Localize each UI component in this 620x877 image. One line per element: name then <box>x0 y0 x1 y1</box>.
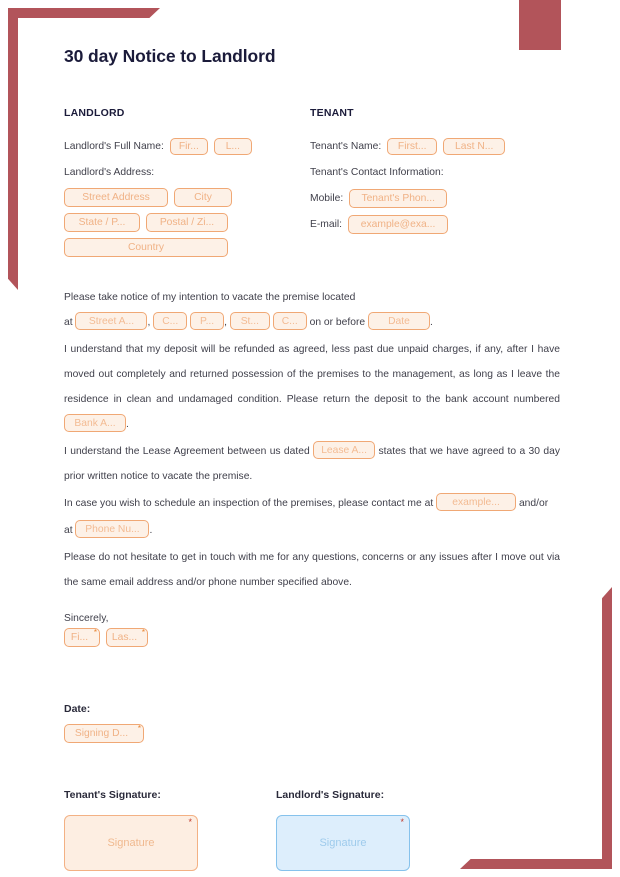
lease-prefix-text: I understand the Lease Agreement between us dated <box>64 446 310 457</box>
inspection-at-label: at <box>64 525 73 536</box>
deposit-period: . <box>126 419 129 430</box>
tenant-column <box>310 107 560 263</box>
tenant-contact-row <box>310 162 560 182</box>
bank-account-field[interactable]: Bank A... <box>64 414 126 432</box>
landlord-address-label: Landlord's Address: <box>64 166 155 178</box>
premise-postal-field[interactable]: St... <box>230 312 270 330</box>
signer-last-name-value: Las... <box>111 632 138 643</box>
tenant-name-row <box>310 136 560 156</box>
and-or-text: and/or <box>518 498 549 509</box>
tenant-signature-label: Tenant's Signature: <box>64 789 161 801</box>
notice-intro-text: Please take notice of my intention to vacate the premise located <box>64 292 356 303</box>
signer-first-name-value: Fi... <box>70 632 89 643</box>
inspection-phone-line <box>64 518 560 543</box>
lease-paragraph <box>64 439 560 489</box>
landlord-heading: LANDLORD <box>64 107 125 119</box>
landlord-signature-placeholder: Signature <box>319 837 367 849</box>
signature-boxes-row <box>64 815 560 871</box>
sincerely-label: Sincerely, <box>64 613 109 624</box>
landlord-column <box>64 107 310 263</box>
landlord-city-field[interactable]: City <box>174 188 232 207</box>
parties-section <box>64 107 560 263</box>
landlord-last-name-field[interactable]: L... <box>214 138 252 155</box>
signature-labels-row <box>64 789 560 801</box>
document-content <box>64 0 560 871</box>
letter-body <box>64 285 560 595</box>
notice-paragraph <box>64 285 560 335</box>
tenant-heading: TENANT <box>310 107 354 119</box>
landlord-first-name-field[interactable]: Fir... <box>170 138 208 155</box>
deposit-paragraph <box>64 337 560 437</box>
landlord-state-field[interactable]: State / P... <box>64 213 140 232</box>
premise-country-field[interactable]: C... <box>273 312 307 330</box>
notice-at-label: at <box>64 317 73 328</box>
landlord-full-name-label: Landlord's Full Name: <box>64 140 164 152</box>
deposit-text: I understand that my deposit will be refunded as agreed, less past due unpaid charges, if any, after I have moved out completely and returned possession of the premises to the management, as long as I leave the residence in clean and undamaged condition. Please return the deposit to the bank account numbered <box>64 344 560 405</box>
landlord-address-line-3 <box>64 238 310 257</box>
premise-state-field[interactable]: P... <box>190 312 224 330</box>
decorative-corner-bottom-right-vertical <box>602 587 612 869</box>
landlord-signature-box[interactable] <box>276 815 410 871</box>
notice-comma-2: , <box>224 317 227 328</box>
signer-first-name-field[interactable] <box>64 628 100 647</box>
tenant-signature-placeholder: Signature <box>107 837 155 849</box>
signing-date-field[interactable] <box>64 724 144 743</box>
inspection-period: . <box>149 525 153 536</box>
move-out-date-field[interactable]: Date <box>368 312 430 330</box>
landlord-postal-field[interactable]: Postal / Zi... <box>146 213 228 232</box>
required-asterisk: * <box>141 628 145 637</box>
required-asterisk: * <box>188 817 192 827</box>
required-asterisk: * <box>93 628 97 637</box>
tenant-name-label: Tenant's Name: <box>310 140 382 152</box>
tenant-last-name-field[interactable]: Last N... <box>443 138 505 155</box>
required-asterisk: * <box>137 724 141 733</box>
required-asterisk: * <box>400 817 404 827</box>
landlord-full-name-row <box>64 136 310 156</box>
tenant-email-row <box>310 214 560 234</box>
closing-paragraph: Please do not hesitate to get in touch with me for any questions, concerns or any issues after I move out via the same email address and/or phone number specified above. <box>64 552 560 588</box>
signer-last-name-field[interactable] <box>106 628 148 647</box>
tenant-mobile-field[interactable]: Tenant's Phon... <box>349 189 447 208</box>
signing-date-value: Signing D... <box>74 728 129 739</box>
landlord-street-field[interactable]: Street Address <box>64 188 168 207</box>
inspection-email-field[interactable]: example... <box>436 493 516 511</box>
tenant-email-field[interactable]: example@exa... <box>348 215 448 234</box>
tenant-first-name-field[interactable]: First... <box>387 138 437 155</box>
tenant-mobile-row <box>310 188 560 208</box>
decorative-corner-top-left-vertical <box>8 8 18 290</box>
tenant-mobile-label: Mobile: <box>310 192 344 204</box>
landlord-signature-label: Landlord's Signature: <box>276 789 385 801</box>
tenant-contact-label: Tenant's Contact Information: <box>310 166 444 178</box>
premise-street-field[interactable]: Street A... <box>75 312 147 330</box>
inspection-phone-field[interactable]: Phone Nu... <box>75 520 149 538</box>
date-label: Date: <box>64 703 91 715</box>
lease-suffix-text: states that we have agreed to a 30 day prior written notice to vacate the premise. <box>64 446 560 482</box>
lease-date-field[interactable]: Lease A... <box>313 441 375 459</box>
notice-comma-1: , <box>147 317 151 328</box>
landlord-address-line-2 <box>64 213 310 232</box>
page-title: 30 day Notice to Landlord <box>64 46 276 66</box>
landlord-country-field[interactable]: Country <box>64 238 228 257</box>
signer-name-row <box>64 628 560 647</box>
landlord-address-line-1 <box>64 188 310 207</box>
inspection-prefix-text: In case you wish to schedule an inspection of the premises, please contact me at <box>64 498 434 509</box>
landlord-address-row <box>64 162 310 182</box>
on-or-before-text: on or before <box>309 317 366 328</box>
inspection-paragraph <box>64 491 560 516</box>
notice-period: . <box>430 317 433 328</box>
premise-city-field[interactable]: C... <box>153 312 187 330</box>
tenant-signature-box[interactable] <box>64 815 198 871</box>
tenant-email-label: E-mail: <box>310 218 343 230</box>
